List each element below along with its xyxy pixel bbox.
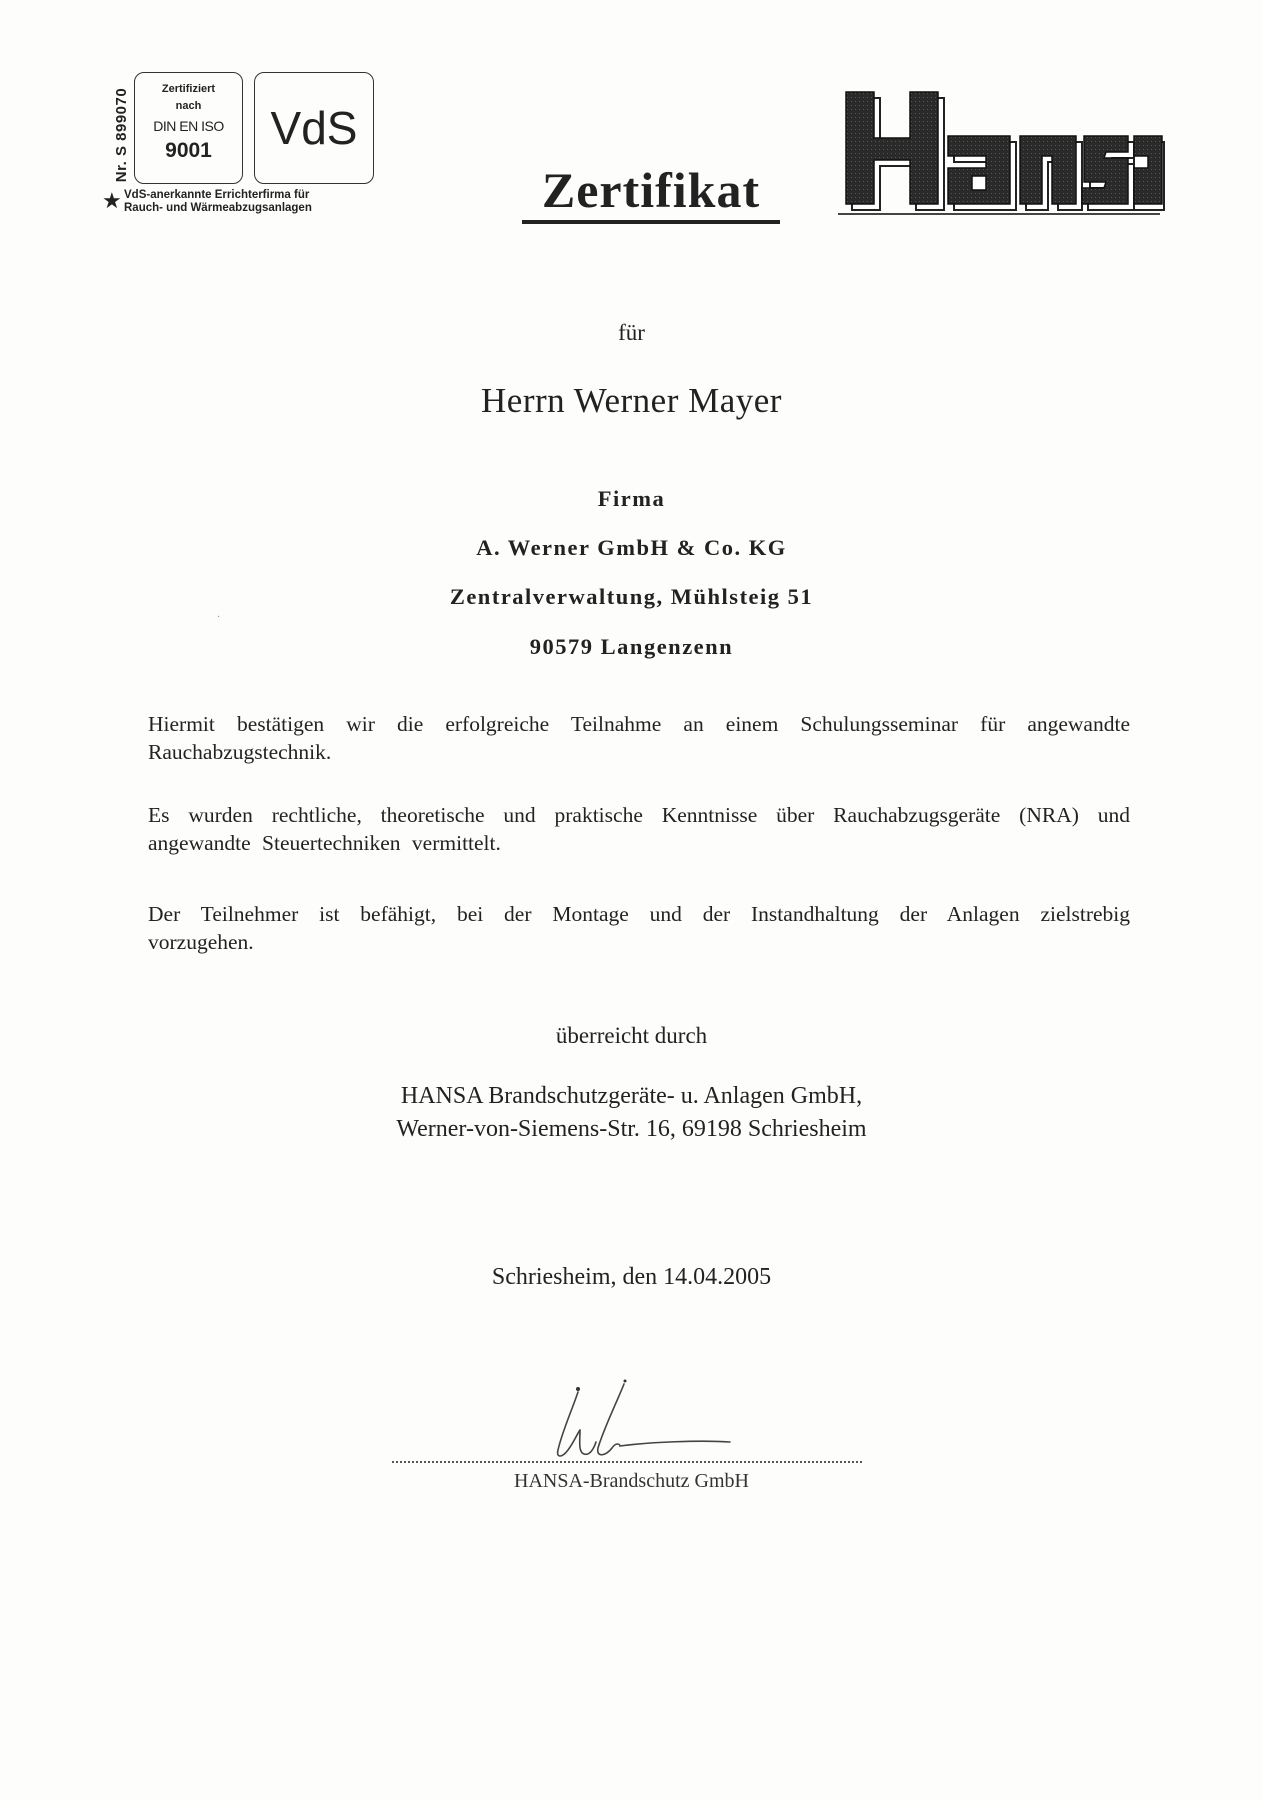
registration-number: Nr. S 899070 [113,87,130,183]
seal-caption [124,189,404,215]
iso-line-1: Zertifiziert [161,83,216,95]
signature-label: HANSA-Brandschutz GmbH [514,1470,749,1492]
scan-smudge: · [217,612,221,623]
handover-label: überreicht durch [555,1023,708,1048]
body-paragraph-3: Der Teilnehmer ist befähigt, bei der Montage und der Instandhaltung der Anlagen zielstrebig vorzugehen. [148,902,1130,954]
issuer-address: Werner-von-Siemens-Str. 16, 69198 Schriesheim [396,1116,867,1142]
title-underline [522,220,780,224]
firma-label: Firma [597,486,666,511]
body-paragraph-1: Hiermit bestätigen wir die erfolgreiche Teilnahme an einem Schulungsseminar für angewandte Rauchabzugstechnik. [148,712,1130,764]
iso-line-3: DIN EN ISO [153,118,224,134]
certification-seal [102,68,408,233]
body-paragraph-2: Es wurden rechtliche, theoretische und praktische Kenntnisse über Rauchabzugsgeräte (NRA) und angewandte Steuertechniken vermittelt. [148,803,1130,855]
place-and-date: Schriesheim, den 14.04.2005 [491,1264,772,1290]
vds-box [254,72,374,184]
seal-caption-line-2: Rauch- und Wärmeabzugsanlagen [124,202,312,214]
hansa-logo [838,84,1168,214]
for-label: für [618,320,645,345]
iso-line-2: nach [175,100,202,112]
recipient-name: Herrn Werner Mayer [481,381,782,420]
seal-caption-line-1: VdS-anerkannte Errichterfirma für [124,189,310,201]
iso-certification-box [134,72,243,184]
star-icon: ★ [102,188,122,213]
issuer-name: HANSA Brandschutzgeräte- u. Anlagen GmbH, [400,1083,863,1109]
logo-letters [846,92,1162,204]
signature-line [392,1461,862,1463]
vds-label: VdS [270,102,358,154]
company-street: Zentralverwaltung, Mühlsteig 51 [449,584,814,609]
handwritten-signature [550,1370,790,1470]
company-name: A. Werner GmbH & Co. KG [476,535,787,560]
iso-line-4: 9001 [165,139,212,162]
company-city: 90579 Langenzenn [529,634,734,659]
logo-underline [838,213,1160,215]
page-title: Zertifikat [541,162,761,218]
